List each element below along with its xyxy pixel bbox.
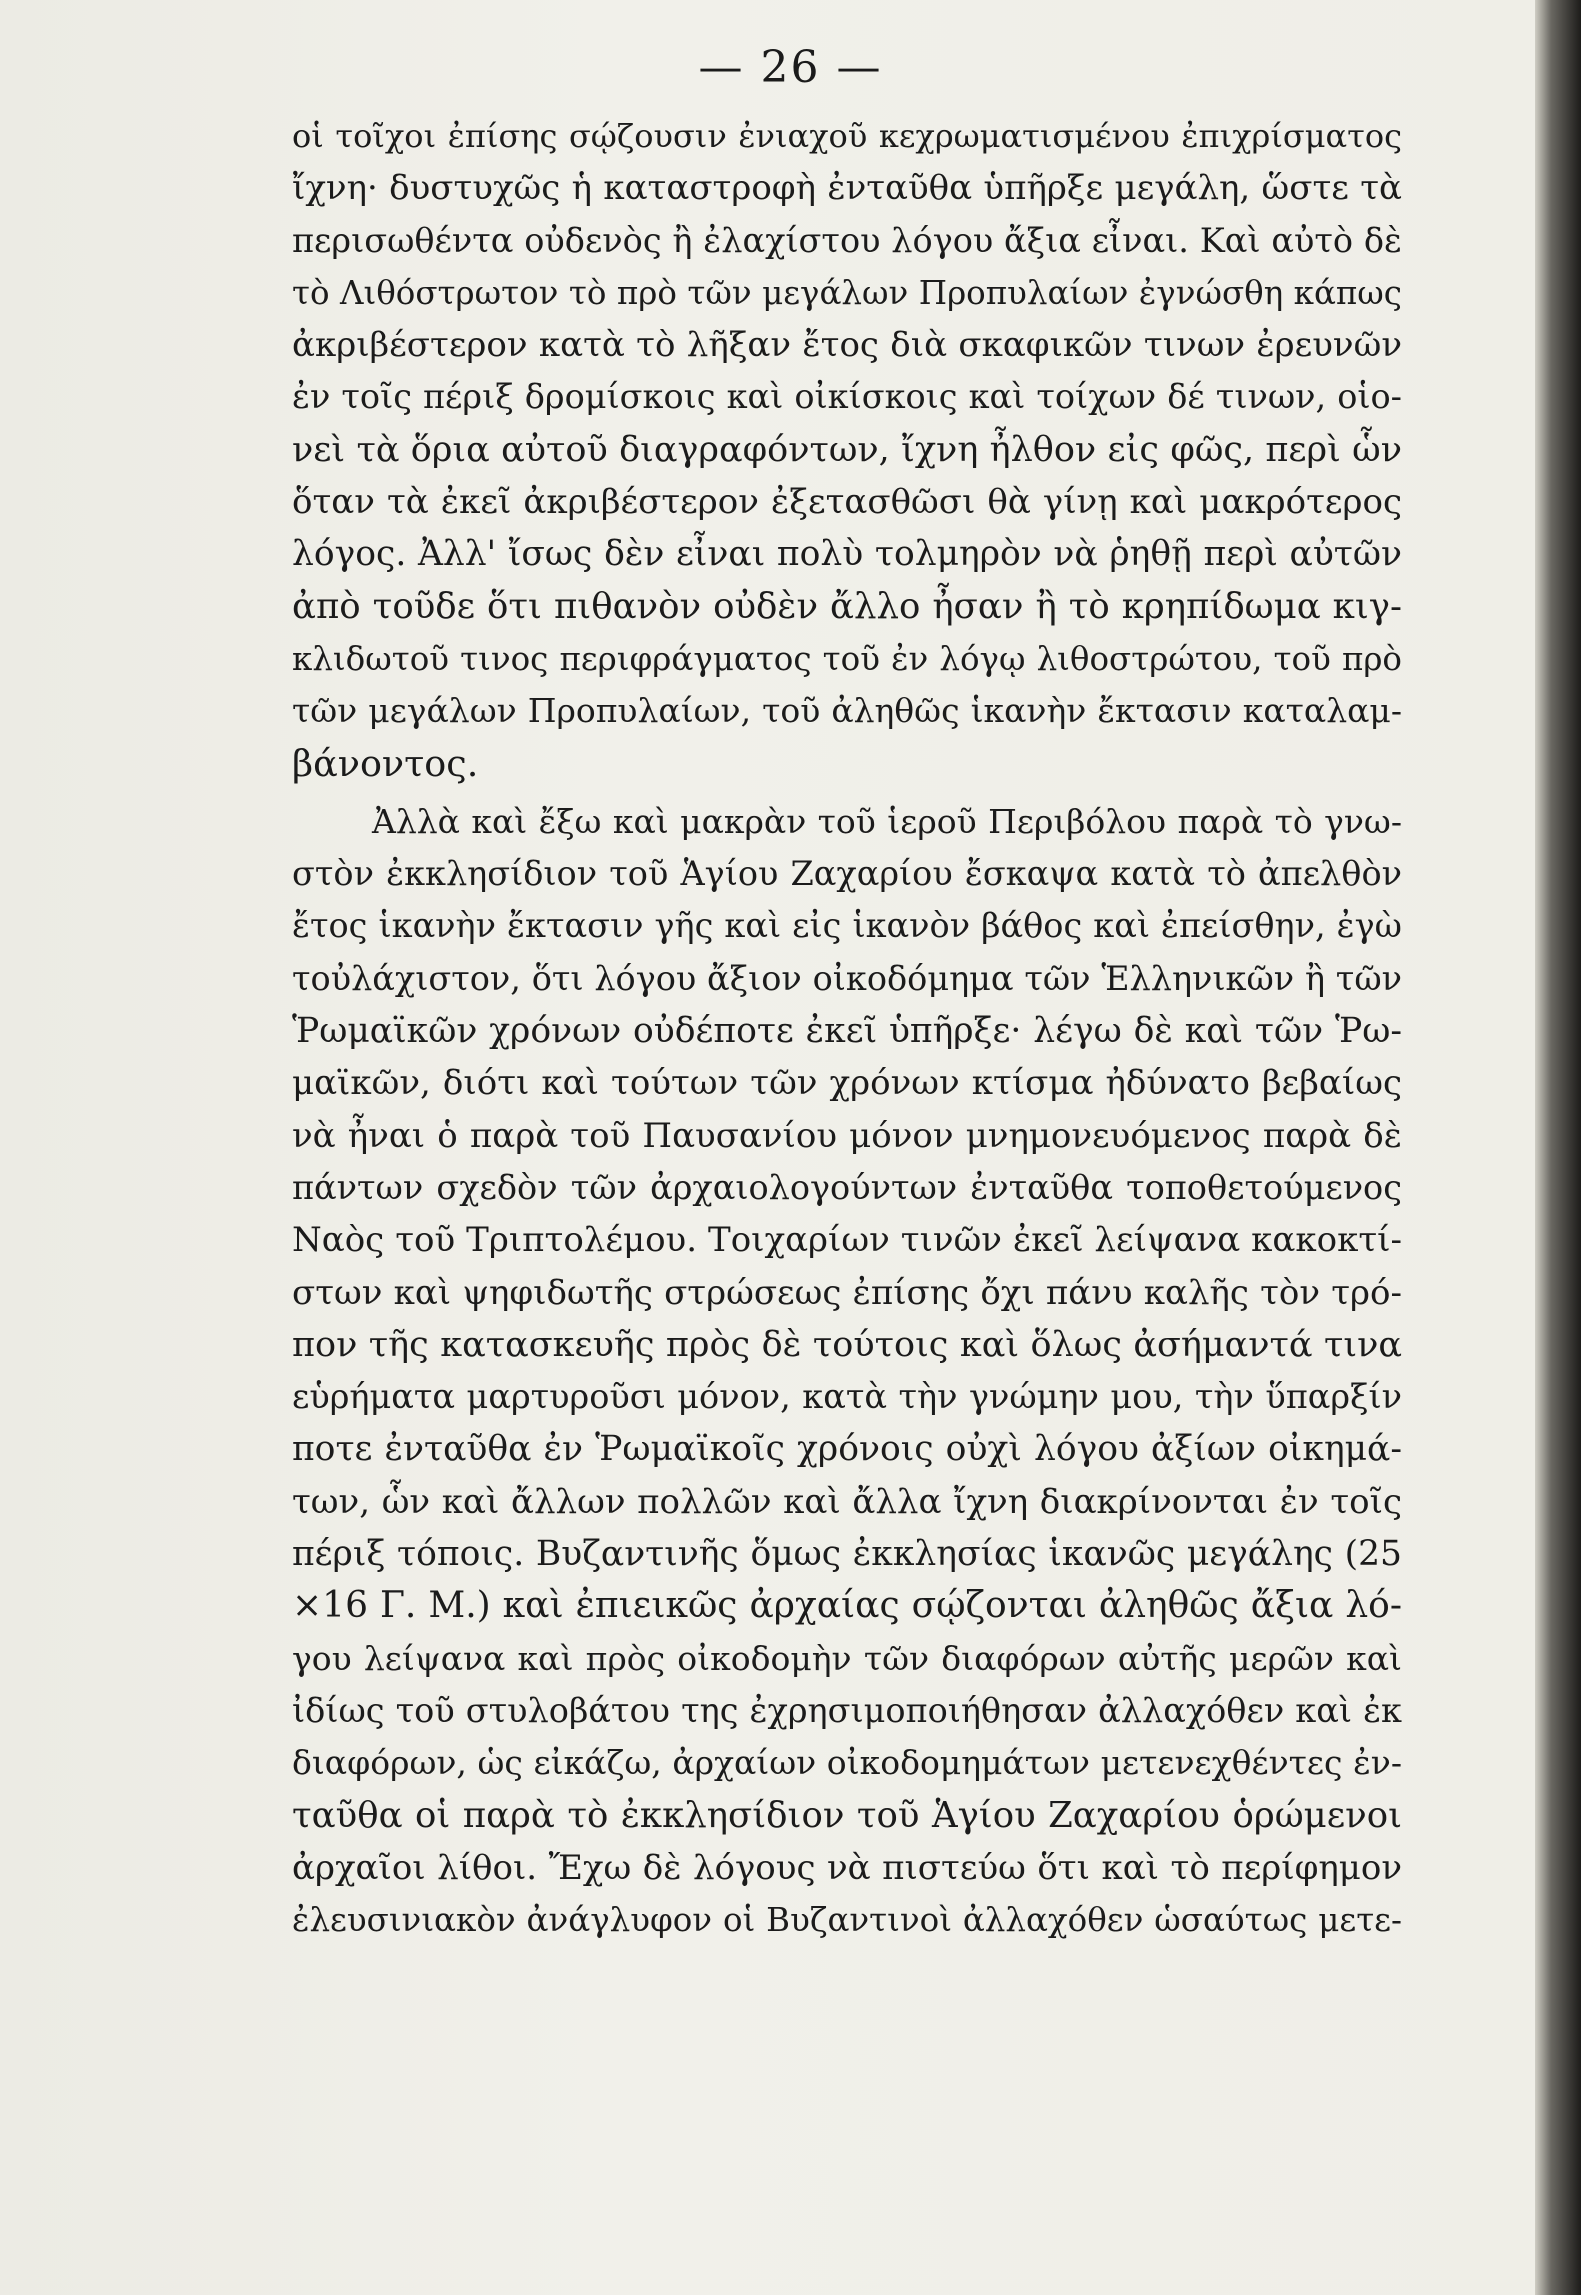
text-line: οἱ τοῖχοι ἐπίσης σῴζουσιν ἐνιαχοῦ κεχρωματισμένου ἐπιχρίσματος [292,117,1402,155]
text-line: πέριξ τόποις. Βυζαντινῆς ὅμως ἐκκλησίας ἱκανῶς μεγάλης (25 [292,1534,1402,1575]
text-line: τὸ Λιθόστρωτον τὸ πρὸ τῶν μεγάλων Προπυλαίων ἐγνώσθη κάπως [292,273,1402,312]
text-line: τοὐλάχιστον, ὅτι λόγου ἄξιον οἰκοδόμημα τῶν Ἑλληνικῶν ἢ τῶν [292,958,1402,998]
text-line: νεὶ τὰ ὅρια αὐτοῦ διαγραφόντων, ἴχνη ἦλθον εἰς φῶς, περὶ ὧν [292,429,1402,470]
text-line: ἐν τοῖς πέριξ δρομίσκοις καὶ οἰκίσκοις καὶ τοίχων δέ τινων, οἱο- [292,377,1402,417]
text-line: περισωθέντα οὐδενὸς ἢ ἐλαχίστου λόγου ἄξια εἶναι. Καὶ αὐτὸ δὲ [292,220,1402,260]
text-line: ἀρχαῖοι λίθοι. Ἔχω δὲ λόγους νὰ πιστεύω ὅτι καὶ τὸ περίφημον [292,1847,1402,1888]
text-line: ἀκριβέστερον κατὰ τὸ λῆξαν ἔτος διὰ σκαφικῶν τινων ἐρευνῶν [292,325,1402,366]
text-line: ποτε ἐνταῦθα ἐν Ῥωμαϊκοῖς χρόνοις οὐχὶ λόγου ἀξίων οἰκημά- [292,1429,1402,1470]
text-line: ἐλευσινιακὸν ἀνάγλυφον οἱ Βυζαντινοὶ ἀλλαχόθεν ὡσαύτως μετε- [292,1901,1402,1940]
text-line: πάντων σχεδὸν τῶν ἀρχαιολογούντων ἐνταῦθα τοποθετούμενος [292,1167,1402,1207]
text-line: των, ὧν καὶ ἄλλων πολλῶν καὶ ἄλλα ἴχνη διακρίνονται ἐν τοῖς [292,1481,1402,1522]
text-line: εὑρήματα μαρτυροῦσι μόνον, κατὰ τὴν γνώμην μου, τὴν ὕπαρξίν [292,1377,1402,1417]
text-line: ταῦθα οἱ παρὰ τὸ ἐκκλησίδιον τοῦ Ἁγίου Ζαχαρίου ὁρώμενοι [292,1794,1402,1836]
text-line: ×16 Γ. Μ.) καὶ ἐπιεικῶς ἀρχαίας σῴζονται ἀληθῶς ἄξια λό- [292,1585,1402,1627]
text-line: ἔτος ἱκανὴν ἔκτασιν γῆς καὶ εἰς ἱκανὸν βάθος καὶ ἐπείσθην, ἐγὼ [292,906,1402,946]
text-line: μαϊκῶν, διότι καὶ τούτων τῶν χρόνων κτίσμα ἠδύνατο βεβαίως [292,1063,1402,1104]
text-line: τῶν μεγάλων Προπυλαίων, τοῦ ἀληθῶς ἱκανὴν ἔκτασιν καταλαμ- [292,691,1402,731]
text-line: διαφόρων, ὡς εἰκάζω, ἀρχαίων οἰκοδομημάτων μετενεχθέντες ἐν- [292,1743,1402,1783]
text-line: κλιδωτοῦ τινος περιφράγματος τοῦ ἐν λόγῳ λιθοστρώτου, τοῦ πρὸ [292,639,1402,678]
text-line: ἰδίως τοῦ στυλοβάτου της ἐχρησιμοποιήθησαν ἀλλαχόθεν καὶ ἐκ [292,1690,1402,1730]
book-spine-shadow [1535,0,1581,2295]
text-line: νὰ ἦναι ὁ παρὰ τοῦ Παυσανίου μόνον μνημονευόμενος παρὰ δὲ [292,1115,1402,1156]
text-line: λόγος. Ἀλλ' ἴσως δὲν εἶναι πολὺ τολμηρὸν νὰ ῥηθῇ περὶ αὐτῶν [292,534,1402,575]
text-line: πον τῆς κατασκευῆς πρὸς δὲ τούτοις καὶ ὅλως ἀσήμαντά τινα [292,1324,1402,1365]
page-number: — 26 — [698,42,883,93]
text-line: στὸν ἐκκλησίδιον τοῦ Ἁγίου Ζαχαρίου ἔσκαψα κατὰ τὸ ἀπελθὸν [292,854,1402,894]
text-line: ἀπὸ τοῦδε ὅτι πιθανὸν οὐδὲν ἄλλο ἦσαν ἢ τὸ κρηπίδωμα κιγ- [292,585,1402,627]
text-line: βάνοντος. [292,741,479,785]
text-line: Ναὸς τοῦ Τριπτολέμου. Τοιχαρίων τινῶν ἐκεῖ λείψανα κακοκτί- [292,1220,1402,1261]
text-line: γου λείψανα καὶ πρὸς οἰκοδομὴν τῶν διαφόρων αὐτῆς μερῶν καὶ [292,1638,1402,1678]
paragraph-1 [292,110,1402,790]
text-line: Ῥωμαϊκῶν χρόνων οὐδέποτε ἐκεῖ ὑπῆρξε· λέγω δὲ καὶ τῶν Ῥω- [292,1011,1402,1052]
text-line: στων καὶ ψηφιδωτῆς στρώσεως ἐπίσης ὄχι πάνυ καλῆς τὸν τρό- [292,1272,1402,1313]
page-body [292,110,1402,1946]
text-line: ὅταν τὰ ἐκεῖ ἀκριβέστερον ἐξετασθῶσι θὰ γίνῃ καὶ μακρότερος [292,482,1402,523]
text-line: ἴχνη· δυστυχῶς ἡ καταστροφὴ ἐνταῦθα ὑπῆρξε μεγάλη, ὥστε τὰ [292,168,1402,209]
text-line: Ἀλλὰ καὶ ἔξω καὶ μακρὰν τοῦ ἱεροῦ Περιβόλου παρὰ τὸ γνω- [372,801,1402,841]
paragraph-2 [292,796,1402,1947]
